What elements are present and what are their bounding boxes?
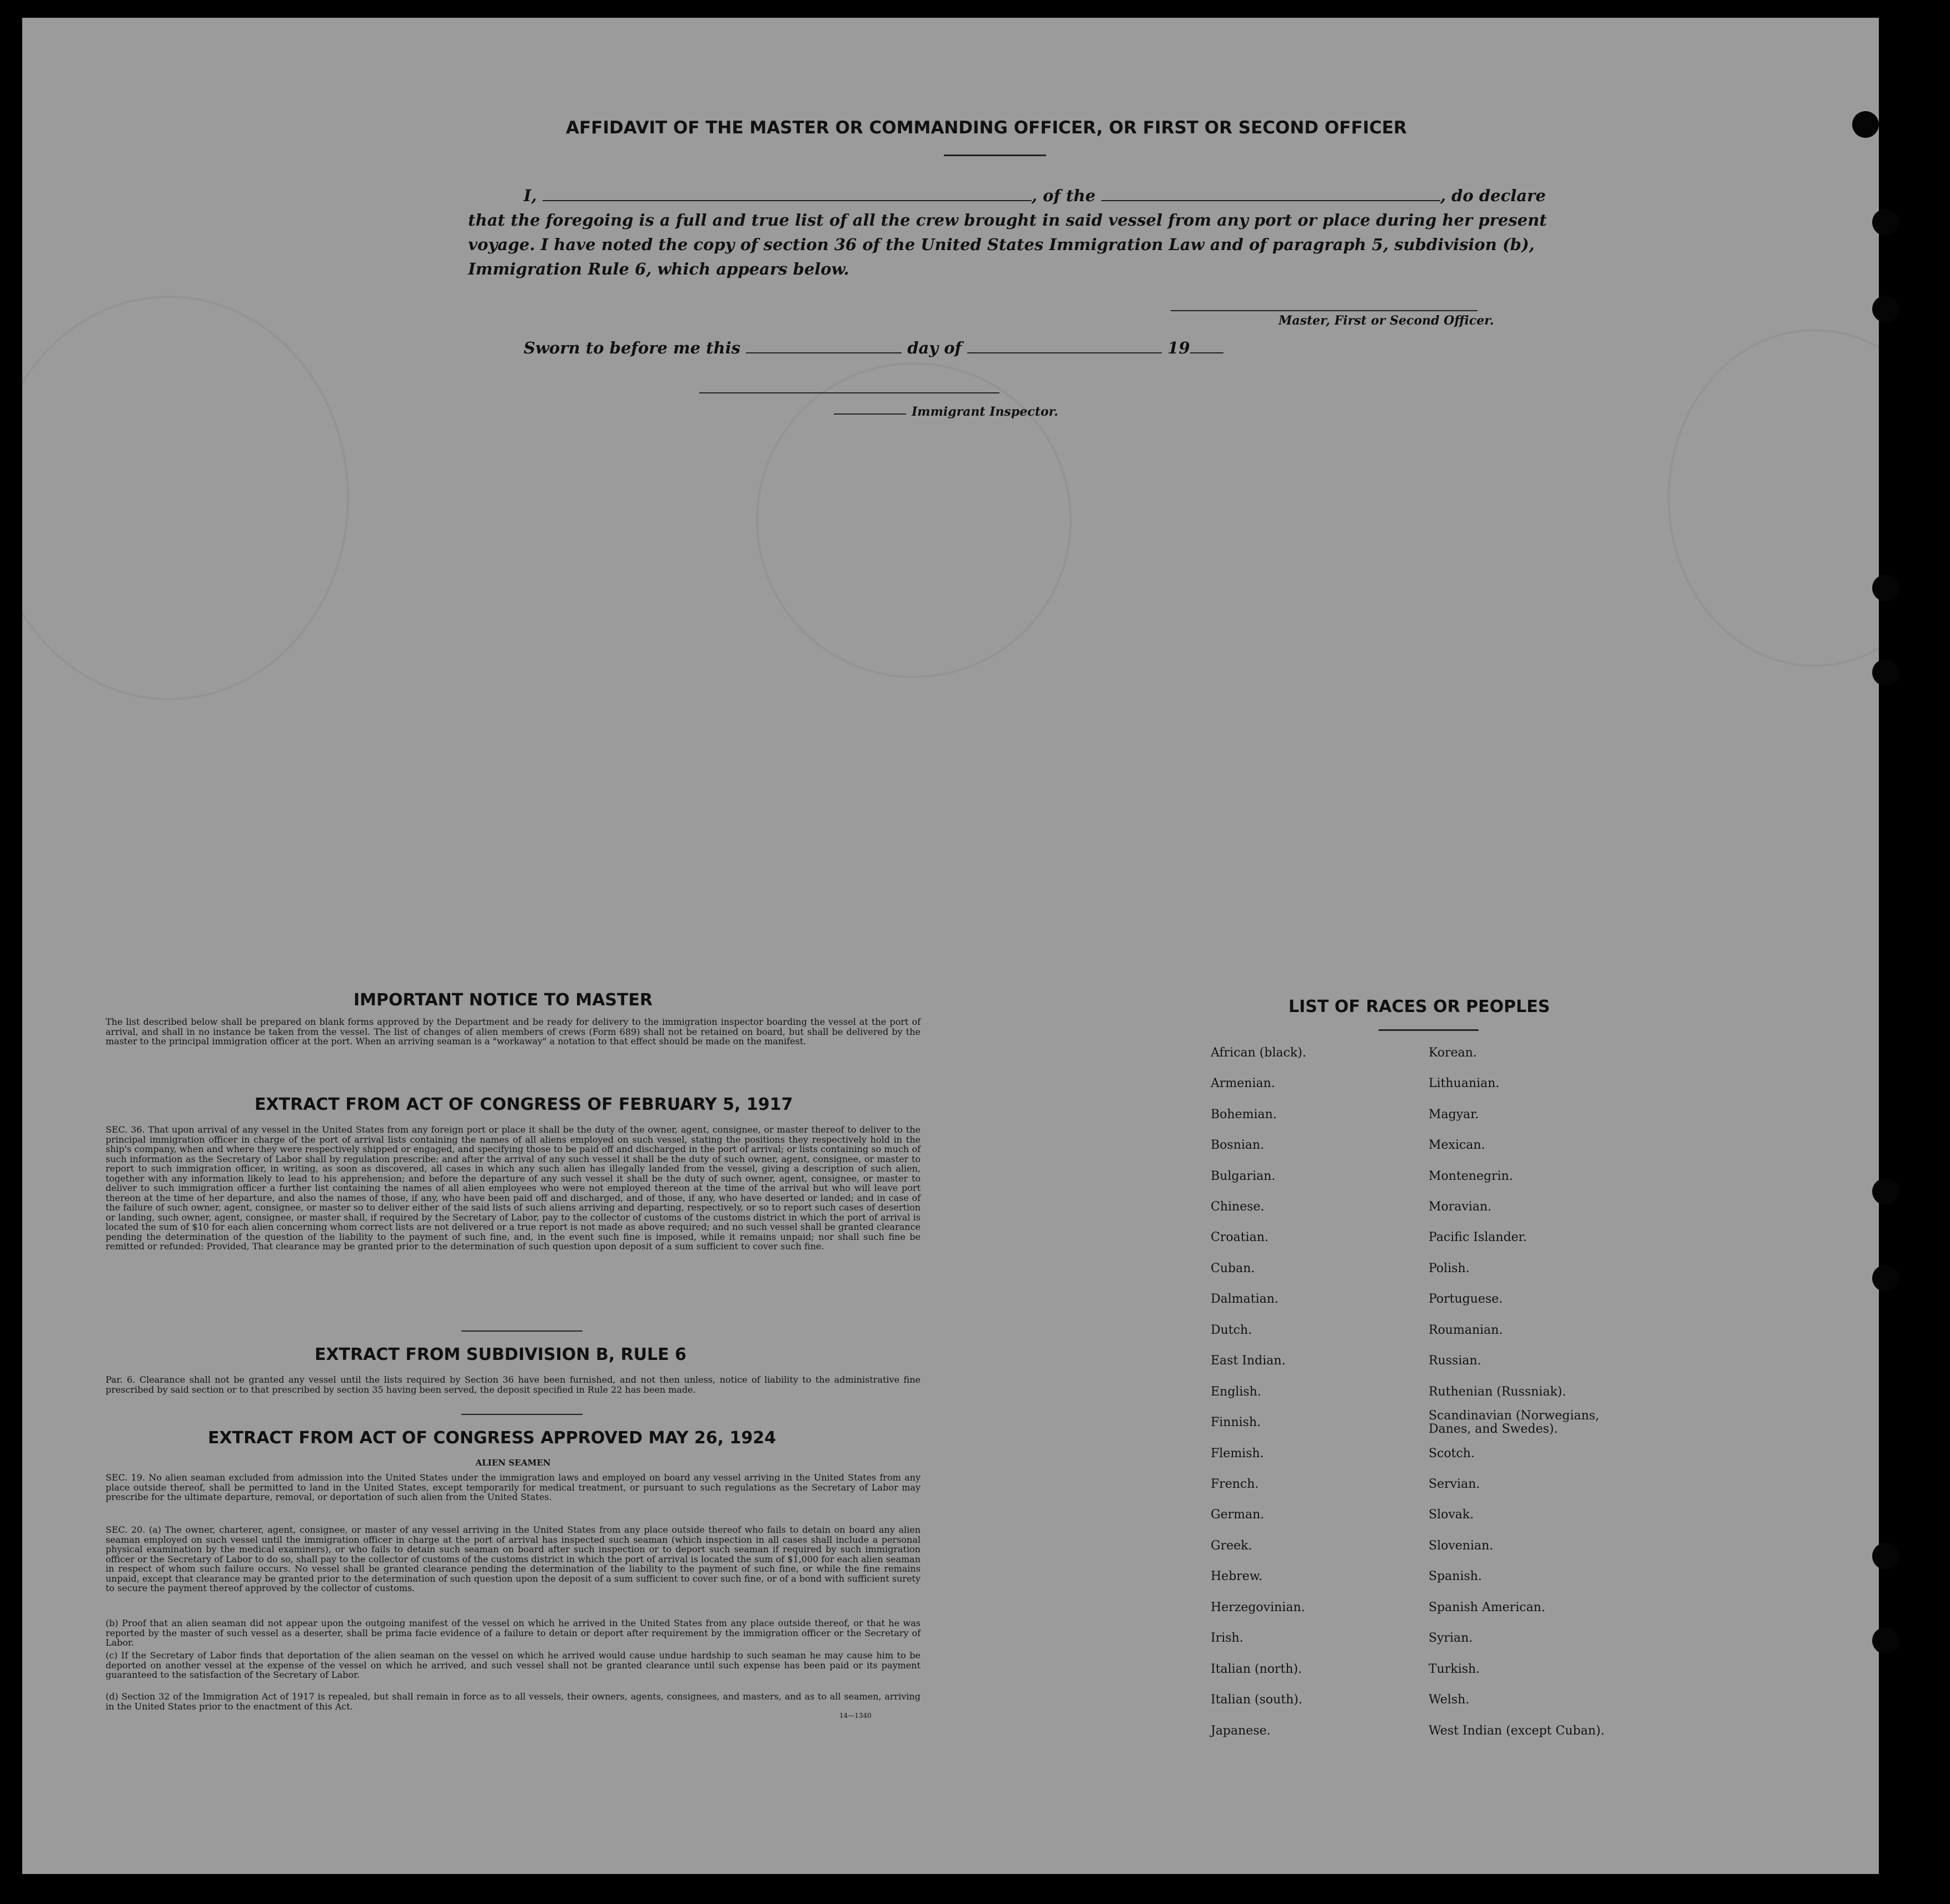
- race-item: Greek.: [1211, 1539, 1252, 1553]
- sworn-day-field[interactable]: [746, 338, 902, 353]
- extract-1924-sec20d: (d) Section 32 of the Immigration Act of 1917 is repealed, but shall remain in force as to all vessels, their owners, agents, consignees, and masters, and as to all seamen, arriving in the United States prior to the enactment of this Act.: [106, 1691, 921, 1712]
- extract-1924-subtitle: ALIEN SEAMEN: [475, 1458, 551, 1468]
- race-item: Scandinavian (Norwegians, Danes, and Swedes).: [1429, 1409, 1599, 1436]
- race-item: Japanese.: [1211, 1724, 1271, 1738]
- race-item: Roumanian.: [1429, 1323, 1503, 1337]
- race-item: Hebrew.: [1211, 1569, 1263, 1583]
- race-item: Servian.: [1429, 1477, 1480, 1491]
- punch-hole: [1872, 296, 1899, 322]
- inspector-caption-rule: [834, 413, 906, 415]
- master-signature-caption: Master, First or Second Officer.: [1279, 313, 1494, 328]
- sworn-before: Sworn to before me this: [524, 338, 740, 357]
- extract-1924-title: EXTRACT FROM ACT OF CONGRESS APPROVED MAY 26, 1924: [208, 1428, 776, 1448]
- extract-1924-sec20b: (b) Proof that an alien seaman did not appear upon the outgoing manifest of the vessel on which he arrived in the United States from any place outside thereof, or that he was reported by the master of such vessel as a deserter, shall be prima facie evidence of a failure to detain or deport after requirement by the immigration officer or the Secretary of Labor.: [106, 1618, 921, 1648]
- race-item: Montenegrin.: [1429, 1169, 1513, 1183]
- race-item: Russian.: [1429, 1354, 1481, 1368]
- punch-hole: [1872, 1265, 1899, 1292]
- race-item: Turkish.: [1429, 1662, 1480, 1676]
- section-divider: [461, 1414, 583, 1415]
- declaration-line-4: Immigration Rule 6, which appears below.: [468, 260, 849, 278]
- race-item: Bulgarian.: [1211, 1169, 1276, 1183]
- declaration-line-1: [524, 183, 1546, 208]
- race-item: African (black).: [1211, 1046, 1306, 1060]
- race-item: Armenian.: [1211, 1076, 1275, 1090]
- race-item: Spanish.: [1429, 1569, 1482, 1583]
- race-item: Herzegovinian.: [1211, 1601, 1305, 1614]
- declaration-of-the: , of the: [1031, 186, 1096, 205]
- race-item: Welsh.: [1429, 1693, 1470, 1707]
- race-item: English.: [1211, 1385, 1261, 1399]
- punch-hole: [1872, 575, 1899, 601]
- punch-hole: [1872, 1178, 1899, 1205]
- race-item: Slovak.: [1429, 1508, 1474, 1522]
- form-number: 14—1340: [839, 1712, 872, 1719]
- race-item: Moravian.: [1429, 1200, 1492, 1214]
- extract-1924-sec20a: SEC. 20. (a) The owner, charterer, agent, consignee, or master of any vessel arriving in the United States from any place outside thereof who fails to detain on board any alien seaman employed on such vessel until the immigration officer in charge at the port of arrival has inspected such seaman (which inspection in all cases shall include a personal physical examination by the medical examiners), or who fails to detain such seaman on board after such inspection or to deport such seaman if required by such immigration officer or the Secretary of Labor to do so, shall pay to the collector of customs of the customs district in which the port of arrival is located the sum of $1,000 for each alien seaman in respect of whom such failure occurs. No vessel shall be granted clearance pending the determination of the liability to the payment of such fine, or while the fine remains unpaid, except that clearance may be granted prior to the determination of such question upon the deposit of a sum sufficient to cover such fine, or of a bond with sufficient surety to secure the payment thereof approved by the collector of customs.: [106, 1524, 921, 1593]
- declaration-do-declare: , do declare: [1440, 186, 1546, 205]
- race-item: East Indian.: [1211, 1354, 1286, 1368]
- extract-rule6-text: Par. 6. Clearance shall not be granted any vessel until the lists required by Section 36 have been furnished, and not then unless, notice of liability to the administrative fine prescribed by said section or to that prescribed by section 35 having been served, the deposit specified in Rule 22 has been made.: [106, 1374, 921, 1395]
- race-item: Finnish.: [1211, 1415, 1261, 1429]
- sworn-day-of: day of: [907, 338, 962, 357]
- title-rule: [944, 154, 1046, 156]
- affidavit-title: AFFIDAVIT OF THE MASTER OR COMMANDING OFFICER, OR FIRST OR SECOND OFFICER: [566, 118, 1407, 138]
- race-item: Chinese.: [1211, 1200, 1265, 1214]
- race-item: Scotch.: [1429, 1447, 1475, 1461]
- race-item: Magyar.: [1429, 1108, 1479, 1122]
- race-item: Ruthenian (Russniak).: [1429, 1385, 1566, 1399]
- punch-hole: [1872, 659, 1899, 686]
- race-item: Dutch.: [1211, 1323, 1252, 1337]
- race-item: Syrian.: [1429, 1631, 1473, 1645]
- declaration-line-2: that the foregoing is a full and true list of all the crew brought in said vessel from any port or place during her present: [468, 211, 1547, 230]
- master-signature-line[interactable]: [1171, 310, 1478, 311]
- extract-1924-sec19: SEC. 19. No alien seaman excluded from admission into the United States under the immigration laws and employed on board any vessel arriving in the United States from any place outside thereof, shall be permitted to land in the United States, except temporarily for medical treatment, or pursuant to such regulations as the Secretary of Labor may prescribe for the ultimate departure, removal, or deportation of such alien from the United States.: [106, 1472, 921, 1502]
- extract-1917-title: EXTRACT FROM ACT OF CONGRESS OF FEBRUARY 5, 1917: [255, 1095, 793, 1114]
- race-item: Korean.: [1429, 1046, 1477, 1060]
- punch-hole: [1872, 1543, 1899, 1569]
- race-item: Croatian.: [1211, 1230, 1269, 1244]
- race-item: Bosnian.: [1211, 1138, 1265, 1152]
- section-divider: [461, 1330, 583, 1332]
- document-sheet: [22, 18, 1879, 1874]
- notice-text: The list described below shall be prepared on blank forms approved by the Department and be ready for delivery to the immigration inspector boarding the vessel at the port of arrival, and shall in no instance be taken from the vessel. The list of changes of alien members of crews (Form 689) shall not be retained on board, but shall be delivered by the master to the principal immigration officer at the port. When an arriving seaman is a "workaway" a notation to that effect should be made on the manifest.: [106, 1016, 921, 1046]
- declaration-i: I,: [524, 186, 537, 205]
- punch-hole: [1872, 1627, 1899, 1654]
- race-item: Dalmatian.: [1211, 1292, 1279, 1306]
- inspector-caption: Immigrant Inspector.: [912, 405, 1058, 419]
- watermark-seal: [1668, 329, 1879, 667]
- sworn-year-field[interactable]: [1190, 338, 1223, 353]
- race-item: Flemish.: [1211, 1447, 1264, 1461]
- watermark-seal: [22, 296, 349, 700]
- sworn-line: [524, 336, 1223, 360]
- race-item: West Indian (except Cuban).: [1429, 1724, 1605, 1738]
- race-item: Irish.: [1211, 1631, 1243, 1645]
- sworn-year: 19: [1167, 338, 1190, 357]
- punch-hole: [1852, 111, 1879, 138]
- sworn-month-field[interactable]: [967, 338, 1162, 353]
- punch-hole: [1872, 209, 1899, 236]
- race-item: Polish.: [1429, 1262, 1470, 1275]
- races-title-rule: [1379, 1029, 1479, 1031]
- extract-rule6-title: EXTRACT FROM SUBDIVISION B, RULE 6: [315, 1345, 687, 1364]
- crew-member-name-field[interactable]: [543, 186, 1032, 201]
- race-item: Italian (north).: [1211, 1662, 1302, 1676]
- declaration-line-3: voyage. I have noted the copy of section 36 of the United States Immigration Law and of paragraph 5, subdivision (b),: [468, 235, 1535, 254]
- race-item: French.: [1211, 1477, 1259, 1491]
- race-item: Bohemian.: [1211, 1108, 1277, 1122]
- race-item: Italian (south).: [1211, 1693, 1302, 1707]
- extract-1924-sec20c: (c) If the Secretary of Labor finds that deportation of the alien seaman on the vessel on which he arrived would cause undue hardship to such seaman he may cause him to be deported on another vessel at the expense of the vessel on which he arrived, and such vessel shall not be granted clearance until such expense has been paid or its payment guaranteed to the satisfaction of the Secretary of Labor.: [106, 1650, 921, 1680]
- race-item: Portuguese.: [1429, 1292, 1503, 1306]
- races-title: LIST OF RACES OR PEOPLES: [1289, 997, 1550, 1016]
- inspector-signature-line[interactable]: [699, 392, 999, 393]
- race-item: Pacific Islander.: [1429, 1230, 1527, 1244]
- race-item: German.: [1211, 1508, 1265, 1522]
- race-item: Lithuanian.: [1429, 1076, 1500, 1090]
- race-item: Slovenian.: [1429, 1539, 1494, 1553]
- race-item: Spanish American.: [1429, 1601, 1545, 1614]
- notice-title: IMPORTANT NOTICE TO MASTER: [354, 990, 653, 1010]
- extract-1917-text: SEC. 36. That upon arrival of any vessel in the United States from any foreign port or place it shall be the duty of the owner, agent, consignee, or master thereof to deliver to the principal immigration officer in charge of the port of arrival lists containing the names of all aliens employed on such vessel, stating the positions they respectively hold in the ship's company, when and where they were respectively shipped or engaged, and specifying those to be paid off and discharged in the port of arrival; or lists containing so much of such information as the Secretary of Labor shall by regulation prescribe; and after the arrival of any such vessel it shall be the duty of such owner, agent, consignee, or master to report to such immigration officer, in writing, as soon as discovered, all cases in which any such alien has illegally landed from the vessel, giving a description of such alien, together with any information likely to lead to his apprehension; and before the departure of any such vessel it shall be the duty of such owner, agent, consignee, or master to deliver to such immigration officer a further list containing the names of all alien employees who were not employed thereon at the time of the arrival but who will leave port thereon at the time of her departure, and also the names of those, if any, who have been paid off and discharged, and of those, if any, who have deserted or landed; and in case of the failure of such owner, agent, consignee, or master so to deliver either of the said lists of such aliens arriving and departing, respectively, or so to report such cases of desertion or landing, such owner, agent, consignee, or master shall, if required by the Secretary of Labor, pay to the collector of customs of the customs district in which the port of arrival is located the sum of $10 for each alien concerning whom correct lists are not delivered or a true report is not made as above required; and no such vessel shall be granted clearance pending the determination of the question of the liability to the payment of such fine, and, in the event such fine is imposed, while it remains unpaid; nor shall such fine be remitted or refunded: Provided, That clearance may be granted prior to the determination of such question upon deposit of a sum sufficient to cover such fine.: [106, 1124, 921, 1252]
- race-item: Mexican.: [1429, 1138, 1485, 1152]
- race-item: Cuban.: [1211, 1262, 1255, 1275]
- vessel-name-field[interactable]: [1101, 186, 1440, 201]
